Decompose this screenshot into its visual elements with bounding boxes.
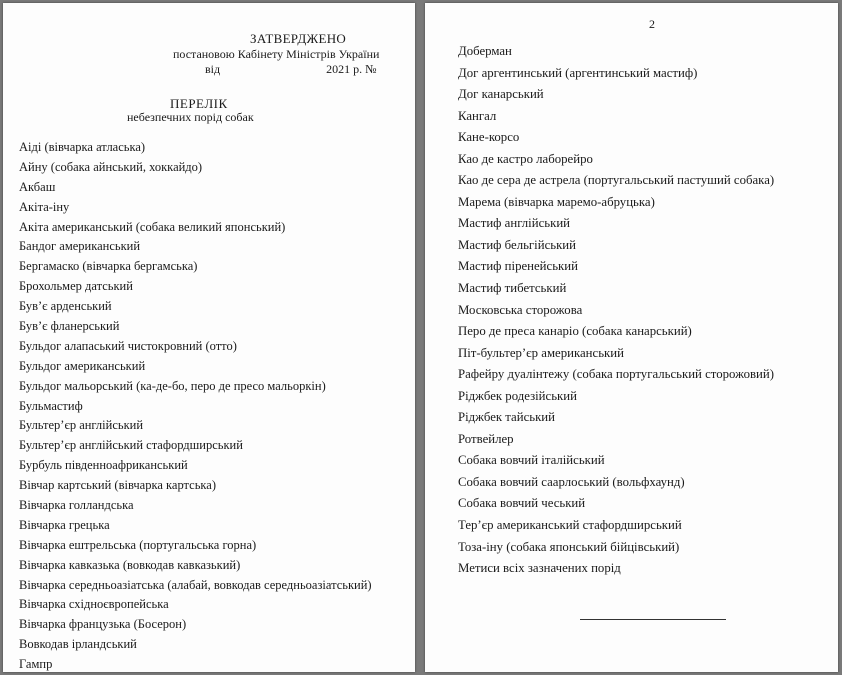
breed-list-item: Бурбуль південноафриканський [19,458,188,473]
breed-list-item: Бультер’єр англійський [19,418,144,433]
breed-list-item: Собака вовчий саарлоський (вольфхаунд) [458,474,685,489]
breed-list-item: Марема (вівчарка маремо-абруцька) [458,194,655,209]
breed-list-item: Піт-бультер’єр американський [458,345,624,360]
approval-date [205,62,377,76]
breed-list-item: Бергамаско (вівчарка бергамська) [19,259,198,274]
breed-list-item: Вівчарка голландська [19,498,134,513]
breed-list-item: Тер’єр американський стафордширський [458,518,682,533]
breed-list-item: Као де сера де астрела (португальський пастуший собака) [458,173,775,188]
breed-list-item: Бульдог алапаський чистокровний (отто) [19,338,237,353]
breed-list-item: Акіта-іну [19,199,70,214]
approval-authority: постановою Кабінету Міністрів України [173,47,380,61]
breed-list-item: Бульдог американський [19,358,146,373]
breed-list-item: Московська сторожова [458,302,583,317]
breed-list-item: Гампр [19,657,53,672]
breed-list-item: Вовкодав ірландський [19,637,137,652]
breed-list-item: Ротвейлер [458,431,514,446]
breed-list-item: Собака вовчий чеський [458,496,586,511]
breed-list-item: Као де кастро лаборейро [458,151,593,166]
breed-list-item: Рафейру дуалінтежу (собака португальський сторожовий) [458,367,775,382]
breed-list-item: Бандог американський [19,239,141,254]
breed-list-item: Бультер’єр англійський стафордширський [19,438,243,453]
breed-list-item: Метиси всіх зазначених порід [458,561,621,576]
list-title: ПЕРЕЛІК [170,96,228,111]
breed-list-item: Мастиф бельгійський [458,237,576,252]
breed-list-item: Вівчарка французька (Босерон) [19,617,187,632]
breed-list-item: Кане-корсо [458,130,520,145]
breed-list-item: Акіта американський (собака великий японський) [19,219,286,234]
breed-list-page-2 [458,41,774,580]
breed-list-item: Бульдог мальорський (ка-де-бо, перо де пресо мальоркін) [19,378,326,393]
breed-list-item: Був’є фланерський [19,319,120,334]
breed-list-item: Вівчарка ештрельська (португальська горна) [19,537,257,552]
breed-list-item: Був’є арденський [19,299,112,314]
breed-list-item: Акбаш [19,179,56,194]
breed-list-item: Ріджбек родезійський [458,388,577,403]
breed-list-item: Доберман [458,44,512,58]
breed-list-item: Брохольмер датський [19,279,133,294]
breed-list-item: Вівчар картський (вівчарка картська) [19,478,216,493]
breed-list-item: Вівчарка грецька [19,517,110,532]
breed-list-item: Дог аргентинський (аргентинський мастиф) [458,65,698,80]
breed-list-item: Аіді (вівчарка атласька) [19,140,146,154]
breed-list-item: Вівчарка середньоазіатська (алабай, вовкодав середньоазіатський) [19,577,372,592]
breed-list-item: Вівчарка східноєвропейська [19,597,169,612]
breed-list-item: Собака вовчий італійський [458,453,605,468]
breed-list-item: Мастиф піренейський [458,259,578,274]
document-page-1 [3,3,415,672]
approval-date-prefix: від [205,62,221,76]
signature-line [580,619,726,620]
breed-list-item: Тоза-іну (собака японський бійцівський) [458,539,680,554]
breed-list-item: Кангал [458,108,497,123]
breed-list-item: Айну (собака айнський, хоккайдо) [19,159,203,174]
breed-list-item: Вівчарка кавказька (вовкодав кавказький) [19,557,241,572]
breed-list-page-1 [19,138,372,675]
approval-date-suffix: 2021 р. № [326,62,377,76]
breed-list-item: Бульмастиф [19,398,83,413]
list-subtitle: небезпечних порід собак [127,110,254,124]
breed-list-item: Дог канарський [458,87,544,102]
page-number: 2 [649,17,655,31]
approval-title: ЗАТВЕРДЖЕНО [250,31,347,46]
document-page-2 [425,3,838,672]
breed-list-item: Мастиф тибетський [458,281,567,296]
breed-list-item: Мастиф англійський [458,216,571,231]
breed-list-item: Перо де преса канаріо (собака канарський) [458,324,692,339]
breed-list-item: Ріджбек тайський [458,410,556,425]
